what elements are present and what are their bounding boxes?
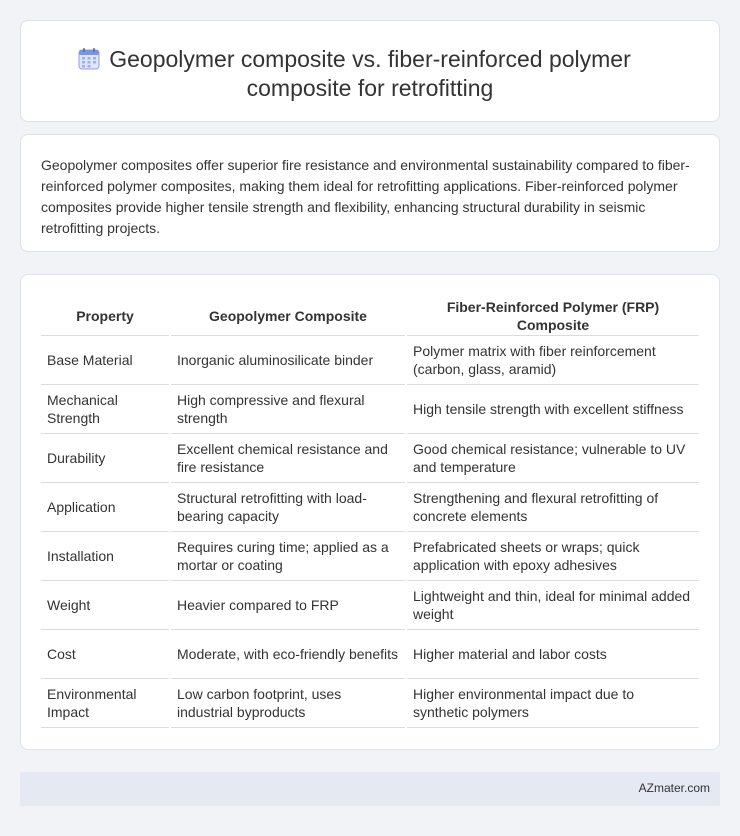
table-cell: Structural retrofitting with load-bearing capacity bbox=[171, 483, 405, 532]
table-header-row bbox=[41, 296, 699, 336]
table-cell: Excellent chemical resistance and fire resistance bbox=[171, 434, 405, 483]
table-cell: Inorganic aluminosilicate binder bbox=[171, 336, 405, 385]
table-cell: Higher material and labor costs bbox=[407, 630, 699, 679]
table-row bbox=[41, 532, 699, 581]
table-cell: High compressive and flexural strength bbox=[171, 385, 405, 434]
page-title: Geopolymer composite vs. fiber-reinforced polymer composite for retrofitting bbox=[109, 46, 631, 101]
table-cell: Moderate, with eco-friendly benefits bbox=[171, 630, 405, 679]
table-cell: Low carbon footprint, uses industrial byproducts bbox=[171, 679, 405, 728]
table-row bbox=[41, 679, 699, 728]
table-cell: Cost bbox=[41, 630, 169, 679]
table-row bbox=[41, 336, 699, 385]
table-row bbox=[41, 630, 699, 679]
table-cell: Environmental Impact bbox=[41, 679, 169, 728]
table-cell: High tensile strength with excellent stiffness bbox=[407, 385, 699, 434]
footer bbox=[20, 772, 720, 806]
title-card bbox=[20, 20, 720, 122]
footer-site-link[interactable]: AZmater.com bbox=[638, 781, 710, 795]
table-row bbox=[41, 581, 699, 630]
comparison-card bbox=[20, 274, 720, 750]
table-cell: Installation bbox=[41, 532, 169, 581]
table-cell: Heavier compared to FRP bbox=[171, 581, 405, 630]
table-cell: Weight bbox=[41, 581, 169, 630]
column-header: Fiber-Reinforced Polymer (FRP) Composite bbox=[407, 296, 699, 336]
table-cell: Mechanical Strength bbox=[41, 385, 169, 434]
table-row bbox=[41, 483, 699, 532]
table-cell: Good chemical resistance; vulnerable to UV and temperature bbox=[407, 434, 699, 483]
table-cell: Requires curing time; applied as a mortar or coating bbox=[171, 532, 405, 581]
table-row bbox=[41, 434, 699, 483]
table-cell: Lightweight and thin, ideal for minimal added weight bbox=[407, 581, 699, 630]
table-cell: Higher environmental impact due to synthetic polymers bbox=[407, 679, 699, 728]
column-header: Geopolymer Composite bbox=[171, 296, 405, 336]
table-row bbox=[41, 385, 699, 434]
table-cell: Strengthening and flexural retrofitting of concrete elements bbox=[407, 483, 699, 532]
table-cell: Polymer matrix with fiber reinforcement (carbon, glass, aramid) bbox=[407, 336, 699, 385]
summary-card bbox=[20, 134, 720, 252]
table-cell: Application bbox=[41, 483, 169, 532]
column-header: Property bbox=[41, 296, 169, 336]
comparison-table bbox=[39, 296, 701, 728]
table-cell: Prefabricated sheets or wraps; quick application with epoxy adhesives bbox=[407, 532, 699, 581]
summary-text: Geopolymer composites offer superior fire resistance and environmental sustainability compared to fiber-reinforced polymer composites, making them ideal for retrofitting applications. Fiber-reinforced polymer composites provide higher tensile strength and flexibility, enhancing structural durability in seismic retrofitting projects. bbox=[41, 157, 690, 236]
table-cell: Durability bbox=[41, 434, 169, 483]
table-cell: Base Material bbox=[41, 336, 169, 385]
